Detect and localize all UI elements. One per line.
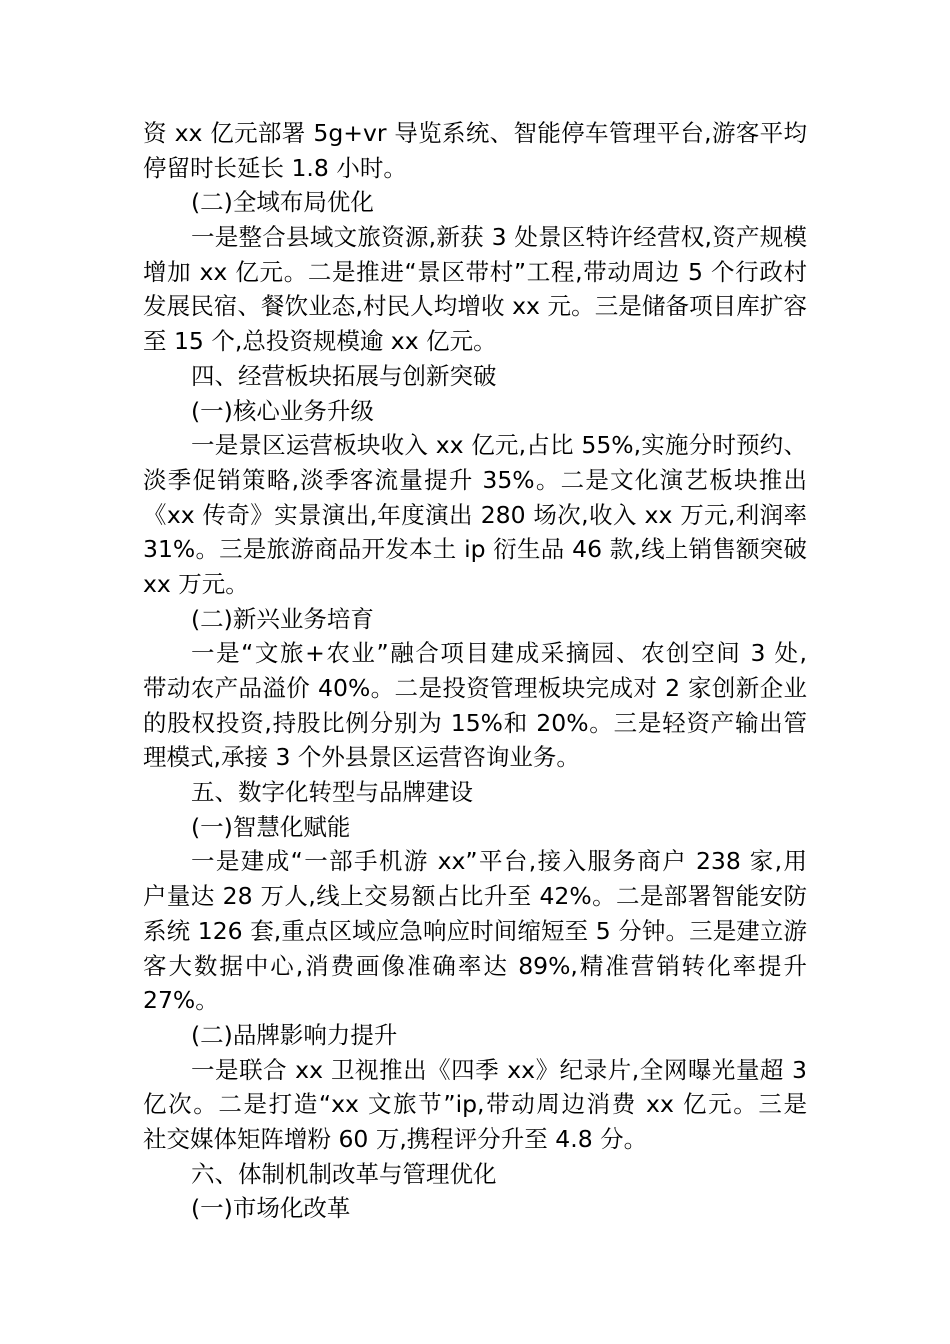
section-heading: (一)市场化改革: [191, 1194, 351, 1223]
body-text-line: 户量达 28 万人,线上交易额占比升至 42%。二是部署智能安防: [143, 882, 807, 911]
section-heading: 六、体制机制改革与管理优化: [191, 1159, 497, 1188]
paragraph-end-line: 理模式,承接 3 个外县景区运营咨询业务。: [143, 743, 580, 772]
body-text-line: 淡季促销策略,淡季客流量提升 35%。二是文化演艺板块推出: [143, 465, 807, 494]
body-text-line: 增加 xx 亿元。二是推进“景区带村”工程,带动周边 5 个行政村: [143, 257, 807, 286]
body-text-line: 客大数据中心,消费画像准确率达 89%,精准营销转化率提升: [143, 951, 807, 980]
section-heading: 五、数字化转型与品牌建设: [191, 778, 473, 807]
paragraph-first-line: 一是景区运营板块收入 xx 亿元,占比 55%,实施分时预约、: [191, 431, 807, 460]
paragraph-end-line: 停留时长延长 1.8 小时。: [143, 153, 407, 182]
document-body: [143, 116, 807, 1226]
body-text-line: 亿次。二是打造“xx 文旅节”ip,带动周边消费 xx 亿元。三是: [143, 1090, 807, 1119]
paragraph-end-line: xx 万元。: [143, 569, 249, 598]
body-text-line: 《xx 传奇》实景演出,年度演出 280 场次,收入 xx 万元,利润率: [143, 500, 807, 529]
paragraph-end-line: 27%。: [143, 986, 219, 1015]
body-text-line: 发展民宿、餐饮业态,村民人均增收 xx 元。三是储备项目库扩容: [143, 292, 807, 321]
section-heading: (二)全域布局优化: [191, 188, 374, 217]
paragraph-first-line: 一是整合县域文旅资源,新获 3 处景区特许经营权,资产规模: [191, 223, 807, 252]
body-text-line: 31%。三是旅游商品开发本土 ip 衍生品 46 款,线上销售额突破: [143, 535, 807, 564]
paragraph-end-line: 社交媒体矩阵增粉 60 万,携程评分升至 4.8 分。: [143, 1124, 648, 1153]
body-text-line: 资 xx 亿元部署 5g+vr 导览系统、智能停车管理平台,游客平均: [143, 119, 807, 147]
paragraph-first-line: 一是建成“一部手机游 xx”平台,接入服务商户 238 家,用: [191, 847, 807, 876]
section-heading: 四、经营板块拓展与创新突破: [191, 361, 497, 390]
section-heading: (一)智慧化赋能: [191, 812, 351, 841]
section-heading: (一)核心业务升级: [191, 396, 374, 425]
body-text-line: 的股权投资,持股比例分别为 15%和 20%。三是轻资产输出管: [143, 708, 807, 737]
paragraph-first-line: 一是“文旅+农业”融合项目建成采摘园、农创空间 3 处,: [191, 639, 807, 668]
body-text-line: 系统 126 套,重点区域应急响应时间缩短至 5 分钟。三是建立游: [143, 916, 807, 945]
body-text-line: 带动农产品溢价 40%。二是投资管理板块完成对 2 家创新企业: [143, 674, 807, 702]
section-heading: (二)新兴业务培育: [191, 604, 374, 633]
section-heading: (二)品牌影响力提升: [191, 1020, 398, 1049]
paragraph-end-line: 至 15 个,总投资规模逾 xx 亿元。: [143, 327, 497, 356]
paragraph-first-line: 一是联合 xx 卫视推出《四季 xx》纪录片,全网曝光量超 3: [191, 1055, 807, 1084]
